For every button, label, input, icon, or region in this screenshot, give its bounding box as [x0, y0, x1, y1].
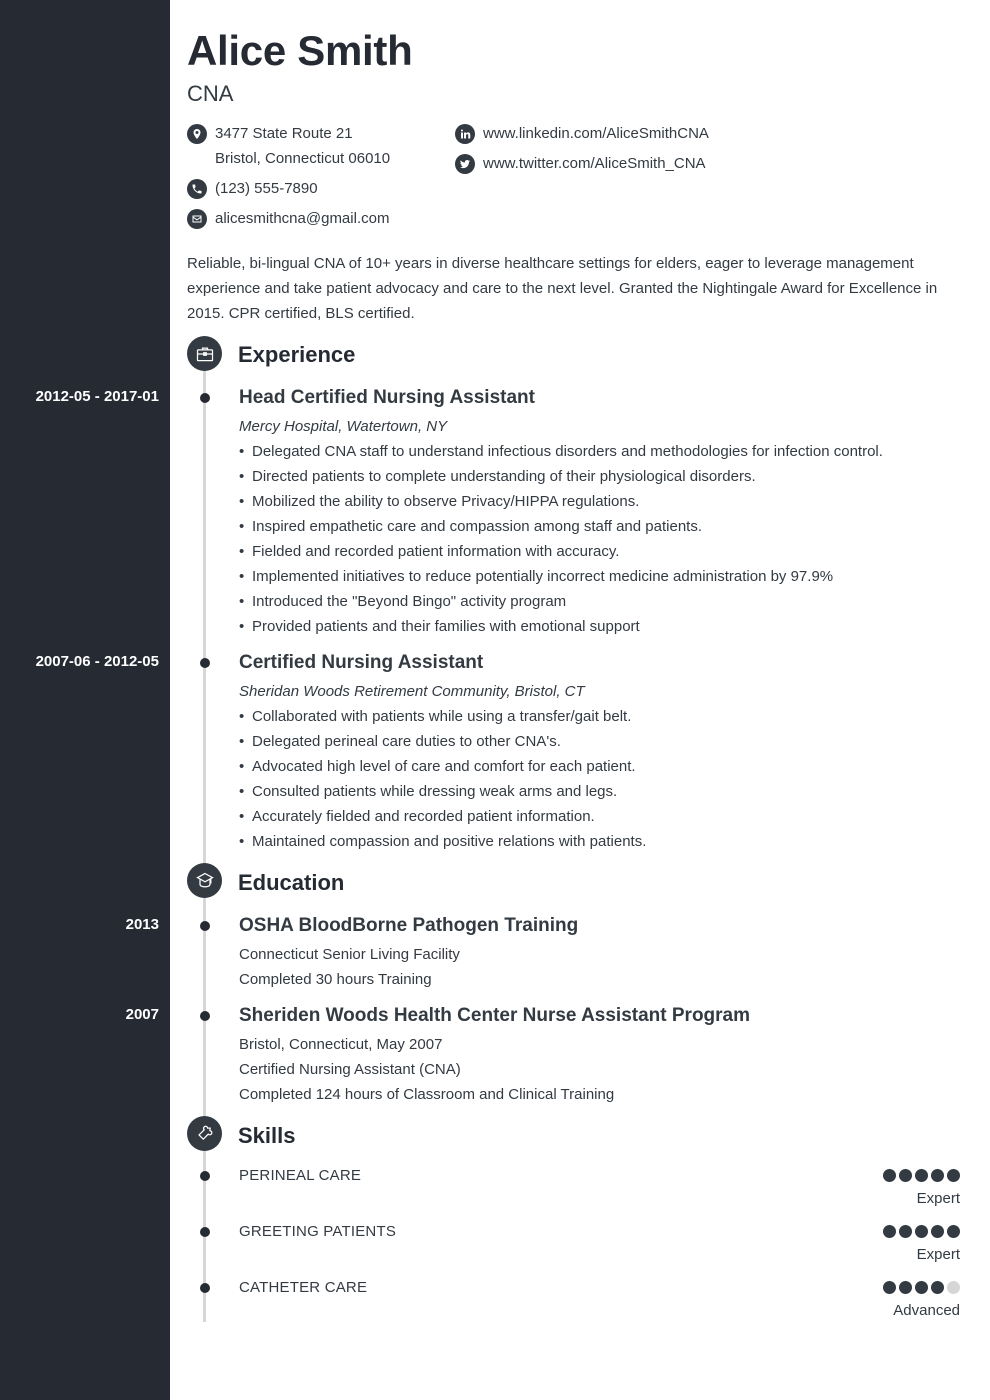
edu-1-year: 2013	[125, 916, 159, 933]
left-sidebar	[0, 0, 170, 1400]
list-item: • Fielded and recorded patient information with accuracy.	[239, 539, 883, 564]
contact-left-column	[187, 121, 390, 236]
address-line-2: Bristol, Connecticut 06010	[215, 150, 391, 167]
skill-2-name: GREETING PATIENTS	[239, 1223, 397, 1240]
skill-3-name: CATHETER CARE	[239, 1279, 368, 1296]
contact-email	[187, 206, 390, 236]
timeline-dot	[200, 921, 210, 931]
skill-1-level: Expert	[916, 1190, 960, 1207]
edu-1-line-2: Completed 30 hours Training	[239, 971, 432, 988]
job-1-dates: 2012-05 - 2017-01	[35, 388, 159, 405]
rating-dot-filled	[899, 1281, 912, 1294]
list-item: • Directed patients to complete understanding of their physiological disorders.	[239, 464, 883, 489]
list-item: • Advocated high level of care and comfort for each patient.	[239, 754, 646, 779]
list-item: • Delegated CNA staff to understand infectious disorders and methodologies for infection control.	[239, 439, 883, 464]
job-2-title: Certified Nursing Assistant	[239, 652, 484, 673]
profile-summary: Reliable, bi-lingual CNA of 10+ years in diverse healthcare settings for elders, eager to leverage management experience and take patient advocacy and care to the next level. Granted the Nightingale Award for Excellence in 2015. CPR certified, BLS certified.	[187, 255, 938, 322]
list-item: • Delegated perineal care duties to other CNA's.	[239, 729, 646, 754]
phone-number[interactable]: (123) 555-7890	[215, 180, 318, 197]
skill-1-name: PERINEAL CARE	[239, 1167, 362, 1184]
edu-2-line-3: Completed 124 hours of Classroom and Clinical Training	[239, 1086, 615, 1103]
rating-dot-filled	[899, 1225, 912, 1238]
timeline-dot	[200, 1227, 210, 1237]
rating-dot-filled	[899, 1169, 912, 1182]
rating-dot-filled	[931, 1225, 944, 1238]
rating-dot-filled	[947, 1225, 960, 1238]
envelope-icon	[187, 209, 207, 229]
list-item: • Provided patients and their families with emotional support	[239, 614, 883, 639]
twitter-icon	[455, 154, 475, 174]
graduation-cap-icon	[187, 863, 222, 898]
section-title-education: Education	[238, 870, 345, 895]
puzzle-piece-icon	[187, 1116, 222, 1151]
location-pin-icon	[187, 124, 207, 144]
rating-dot-filled	[883, 1281, 896, 1294]
timeline-dot	[200, 658, 210, 668]
skill-1-rating	[883, 1169, 960, 1182]
edu-2-year: 2007	[125, 1006, 159, 1023]
skill-2-level: Expert	[916, 1246, 960, 1263]
address-line-1: 3477 State Route 21	[215, 125, 353, 142]
timeline-dot	[200, 1171, 210, 1181]
skill-3-rating	[883, 1281, 960, 1294]
job-1-bullets	[239, 439, 883, 639]
linkedin-link[interactable]: www.linkedin.com/AliceSmithCNA	[483, 125, 709, 142]
rating-dot-empty	[947, 1281, 960, 1294]
list-item: • Introduced the "Beyond Bingo" activity program	[239, 589, 883, 614]
email-address[interactable]: alicesmithcna@gmail.com	[215, 210, 390, 227]
linkedin-icon	[455, 124, 475, 144]
edu-2-title: Sheriden Woods Health Center Nurse Assistant Program	[239, 1005, 751, 1026]
rating-dot-filled	[931, 1281, 944, 1294]
skill-2-rating	[883, 1225, 960, 1238]
list-item: • Inspired empathetic care and compassion among staff and patients.	[239, 514, 883, 539]
timeline-dot	[200, 393, 210, 403]
rating-dot-filled	[883, 1225, 896, 1238]
timeline-dot	[200, 1011, 210, 1021]
section-title-skills: Skills	[238, 1123, 296, 1148]
twitter-link[interactable]: www.twitter.com/AliceSmith_CNA	[483, 155, 706, 172]
rating-dot-filled	[947, 1169, 960, 1182]
contact-twitter	[455, 151, 709, 181]
candidate-name: Alice Smith	[187, 27, 413, 74]
list-item: • Collaborated with patients while using a transfer/gait belt.	[239, 704, 646, 729]
edu-2-line-1: Bristol, Connecticut, May 2007	[239, 1036, 443, 1053]
rating-dot-filled	[915, 1169, 928, 1182]
list-item: • Accurately fielded and recorded patient information.	[239, 804, 646, 829]
section-title-experience: Experience	[238, 342, 356, 367]
list-item: • Mobilized the ability to observe Privacy/HIPPA regulations.	[239, 489, 883, 514]
edu-1-title: OSHA BloodBorne Pathogen Training	[239, 915, 579, 936]
contact-address	[187, 121, 390, 176]
list-item: • Maintained compassion and positive relations with patients.	[239, 829, 646, 854]
job-2-dates: 2007-06 - 2012-05	[35, 653, 159, 670]
list-item: • Implemented initiatives to reduce potentially incorrect medicine administration by 97.9%	[239, 564, 883, 589]
rating-dot-filled	[915, 1225, 928, 1238]
skill-3-level: Advanced	[893, 1302, 960, 1319]
contact-phone	[187, 176, 390, 206]
rating-dot-filled	[931, 1169, 944, 1182]
edu-1-line-1: Connecticut Senior Living Facility	[239, 946, 460, 963]
job-2-bullets	[239, 704, 646, 854]
contact-linkedin	[455, 121, 709, 151]
job-1-company: Mercy Hospital, Watertown, NY	[239, 418, 448, 435]
rating-dot-filled	[915, 1281, 928, 1294]
candidate-title: CNA	[187, 81, 234, 106]
contact-right-column	[455, 121, 709, 181]
edu-2-line-2: Certified Nursing Assistant (CNA)	[239, 1061, 461, 1078]
phone-icon	[187, 179, 207, 199]
briefcase-icon	[187, 336, 222, 371]
job-1-title: Head Certified Nursing Assistant	[239, 387, 535, 408]
list-item: • Consulted patients while dressing weak arms and legs.	[239, 779, 646, 804]
job-2-company: Sheridan Woods Retirement Community, Bristol, CT	[239, 683, 585, 700]
rating-dot-filled	[883, 1169, 896, 1182]
timeline-dot	[200, 1283, 210, 1293]
